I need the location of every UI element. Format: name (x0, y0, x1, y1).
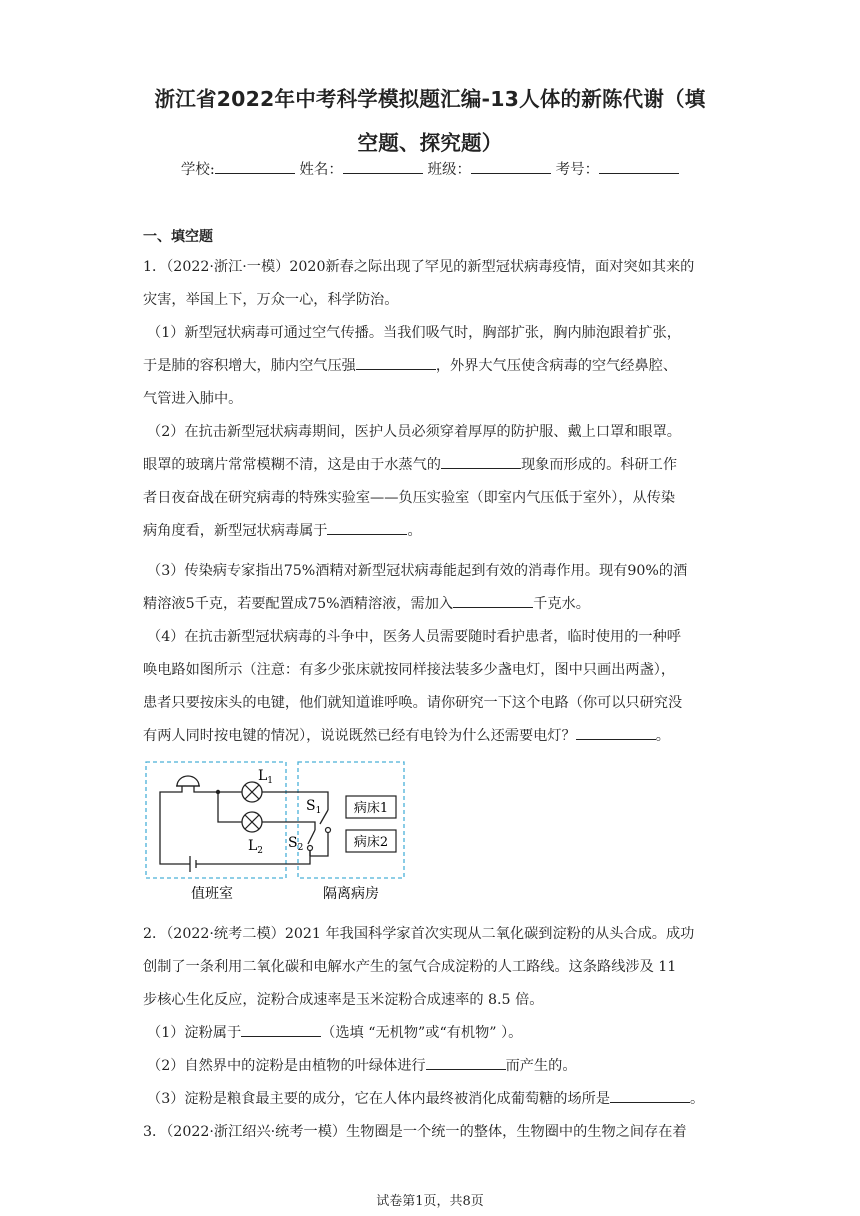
q2-stem-line1: 2．（2022·统考二模）2021 年我国科学家首次实现从二氧化碳到淀粉的从头合成。成功 (143, 926, 695, 942)
q1-stem-line2: 灾害，举国上下，万众一心，科学防治。 (143, 292, 399, 308)
q1-stem-line1: 1．（2022·浙江·一模）2020新春之际出现了罕见的新型冠状病毒疫情，面对突如其来的 (143, 259, 695, 275)
lamp-l2-icon (242, 812, 262, 832)
ward-label: 隔离病房 (323, 886, 379, 902)
answer-blank[interactable] (453, 594, 533, 608)
q1-part2-line4: 病角度看，新型冠状病毒属于 。 (143, 523, 422, 539)
answer-blank[interactable] (327, 521, 407, 535)
exam-number-blank[interactable] (599, 159, 679, 174)
page-footer: 试卷第1页，共8页 (376, 1194, 484, 1209)
exam-number-label: 考号： (555, 162, 600, 178)
school-blank[interactable] (215, 159, 295, 174)
ward-border (298, 762, 404, 878)
answer-blank[interactable] (441, 455, 521, 469)
junction-dot (216, 790, 220, 794)
q2-part2: （2）自然界中的淀粉是由植物的叶绿体进行 而产生的。 (147, 1058, 577, 1074)
q3-stem-line1: 3．（2022·浙江绍兴·统考一模）生物圈是一个统一的整体，生物圈中的生物之间存在着 (143, 1124, 687, 1140)
exam-title-line1: 浙江省2022年中考科学模拟题汇编-13人体的新陈代谢（填 (154, 87, 706, 111)
exam-title-line2: 空题、探究题） (357, 131, 503, 155)
label-s2: $S_2$ (288, 835, 304, 853)
q1-part4-line2: 唤电路如图所示（注意：有多少张床就按同样接法装多少盏电灯，图中只画出两盏）， (143, 662, 676, 678)
class-blank[interactable] (471, 159, 551, 174)
q2-part3: （3）淀粉是粮食最主要的成分，它在人体内最终被消化成葡萄糖的场所是 。 (147, 1091, 705, 1107)
q1-part2-line1: （2）在抗击新型冠状病毒期间，医护人员必须穿着厚厚的防护服、戴上口罩和眼罩。 (147, 424, 681, 440)
q1-part1-line3: 气管进入肺中。 (143, 391, 243, 407)
duty-room-label: 值班室 (191, 886, 233, 902)
answer-blank[interactable] (610, 1089, 690, 1103)
class-label: 班级： (427, 162, 471, 178)
bell-icon (176, 776, 200, 786)
name-blank[interactable] (343, 159, 423, 174)
q1-part4-line1: （4）在抗击新型冠状病毒的斗争中，医务人员需要随时看护患者，临时使用的一种呼 (147, 629, 681, 645)
student-info (0, 158, 860, 179)
school-label: 学校: (180, 162, 215, 178)
q2-part1: （1）淀粉属于 （选填 “无机物”或“有机物” ）。 (147, 1025, 523, 1041)
answer-blank[interactable] (576, 726, 656, 740)
q1-part4-line3: 患者只要按床头的电键，他们就知道谁呼唤。请你研究一下这个电路（你可以只研究没 (143, 695, 683, 711)
lamp-l1-icon (242, 782, 262, 802)
label-l1: $L_1$ (258, 768, 274, 786)
section-heading: 一、填空题 (143, 229, 213, 245)
name-label: 姓名： (299, 162, 343, 178)
q2-stem-line2: 创制了一条利用二氧化碳和电解水产生的氢气合成淀粉的人工路线。这条路线涉及 11 (143, 959, 677, 975)
answer-blank[interactable] (356, 356, 436, 370)
label-l2: $L_2$ (248, 838, 264, 856)
label-s1: $S_1$ (306, 798, 322, 816)
answer-blank[interactable] (241, 1023, 321, 1037)
bed1-label: 病床1 (353, 801, 389, 816)
s2-contact (308, 846, 313, 851)
bed2-label: 病床2 (353, 835, 389, 850)
q2-stem-line3: 步核心生化反应，淀粉合成速率是玉米淀粉合成速率的 8.5 倍。 (143, 992, 544, 1008)
s1-contact (326, 828, 331, 833)
answer-blank[interactable] (426, 1056, 506, 1070)
q1-part3-line2: 精溶液5千克，若要配置成75%酒精溶液，需加入 千克水。 (143, 596, 590, 612)
q1-part4-line4: 有两人同时按电键的情况），说说既然已经有电铃为什么还需要电灯？ 。 (143, 728, 670, 744)
q1-part2-line3: 者日夜奋战在研究病毒的特殊实验室——负压实验室（即室内气压低于室外），从传染 (143, 490, 676, 506)
q1-part2-line2: 眼罩的玻璃片常常模糊不清，这是由于水蒸气的 现象而形成的。科研工作 (143, 457, 678, 473)
circuit-diagram (140, 758, 412, 906)
q1-part3-line1: （3）传染病专家指出75%酒精对新型冠状病毒能起到有效的消毒作用。现有90%的酒 (147, 563, 688, 579)
q1-part1-line1: （1）新型冠状病毒可通过空气传播。当我们吸气时，胸部扩张，胸内肺泡跟着扩张， (147, 325, 681, 341)
q1-part1-line2: 于是肺的容积增大，肺内空气压强 ，外界大气压使含病毒的空气经鼻腔、 (143, 358, 678, 374)
